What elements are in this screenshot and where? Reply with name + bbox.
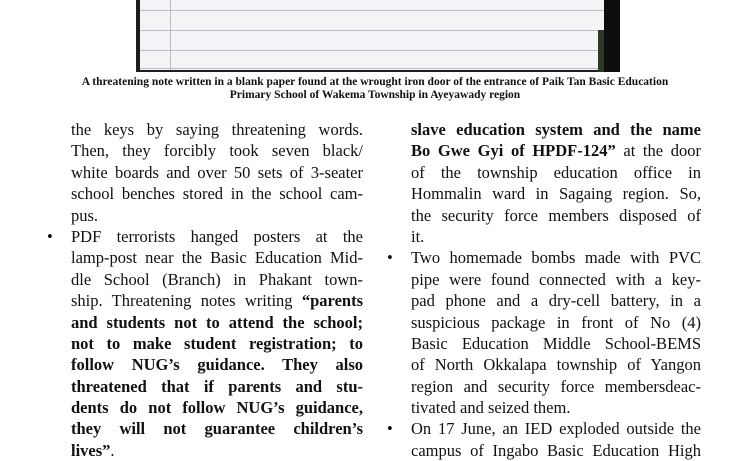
- bold-line: and students not to attend the school;: [71, 312, 363, 332]
- text-line: of the township education office in: [411, 162, 701, 182]
- bold-line: slave education system and the name: [411, 120, 701, 139]
- text-line: the security force members disposed of: [411, 205, 701, 225]
- caption-line-2: Primary School of Wakema Township in Ayeyawady region: [229, 89, 521, 101]
- paragraph-continued: [387, 119, 701, 247]
- text-line: it.: [411, 226, 425, 246]
- bullet-icon: •: [387, 419, 393, 439]
- text-line: campus of Ingabo Basic Education High: [411, 440, 701, 460]
- bold-line: dents do not follow NUG’s guidance,: [71, 398, 363, 418]
- text-run: at the door: [615, 141, 701, 161]
- text-line: Basic Education Middle School-BEMS: [411, 333, 701, 353]
- photo-caption: [40, 76, 710, 102]
- left-column: [47, 119, 363, 461]
- caption-line-1: A threatening note written in a blank paper found at the wrought iron door of the entrance of Paik Tan Basic Education: [81, 76, 669, 88]
- bullet-item-posters: [47, 226, 363, 461]
- bullet-icon: •: [47, 226, 53, 246]
- right-column: [387, 119, 701, 461]
- text-line: tivated and seized them.: [411, 398, 571, 418]
- text-line: the keys by saying threatening words.: [71, 120, 363, 139]
- bold-line: threatened that if parents and stu-: [71, 376, 363, 396]
- bold-quote-end: lives”: [71, 440, 111, 460]
- bullet-item-bombs: [387, 247, 701, 418]
- text-line: pus.: [71, 205, 99, 225]
- text-line: pad phone and a dry-cell battery, in a: [411, 291, 701, 311]
- text-line: Then, they forcibly took seven black/: [71, 141, 363, 161]
- text-run: ship. Threatening notes writing: [71, 291, 302, 311]
- lined-paper: [140, 0, 604, 70]
- text-run: .: [110, 440, 115, 460]
- bullet-item-ied: [387, 418, 701, 461]
- text-line: pipe were found connected with a key-: [411, 269, 701, 289]
- threatening-note-photo: [136, 0, 620, 72]
- text-line: white boards and over 50 sets of 3-seater: [71, 162, 363, 182]
- text-line: school benches stored in the school cam-: [71, 184, 363, 204]
- bold-run: Bo Gwe Gyi of HPDF-124”: [411, 141, 616, 161]
- paragraph-continued: [47, 119, 363, 226]
- text-line: dle School (Branch) in Phakant town-: [71, 269, 363, 289]
- text-line: Two homemade bombs made with PVC: [411, 248, 701, 268]
- bullet-icon: •: [387, 248, 393, 268]
- text-line: of North Okkalapa township of Yangon: [411, 355, 701, 375]
- bold-line: they will not guarantee children’s: [71, 419, 363, 439]
- text-line: [71, 440, 363, 461]
- bold-line: follow NUG’s guidance. They also: [71, 355, 363, 375]
- text-line: region and security force membersdeac-: [411, 376, 701, 396]
- bold-line: not to make student registration; to: [71, 333, 363, 353]
- text-line: suspicious package in front of No (4): [411, 312, 701, 332]
- text-line: PDF terrorists hanged posters at the: [71, 226, 363, 246]
- text-line: On 17 June, an IED exploded outside the: [411, 419, 701, 439]
- text-line: lamp-post near the Basic Education Mid-: [71, 248, 363, 268]
- text-line: Hommalin ward in Sagaing region. So,: [411, 184, 701, 204]
- text-line: [411, 140, 701, 161]
- text-line: [71, 290, 363, 311]
- bold-quote-start: “parents: [301, 291, 363, 311]
